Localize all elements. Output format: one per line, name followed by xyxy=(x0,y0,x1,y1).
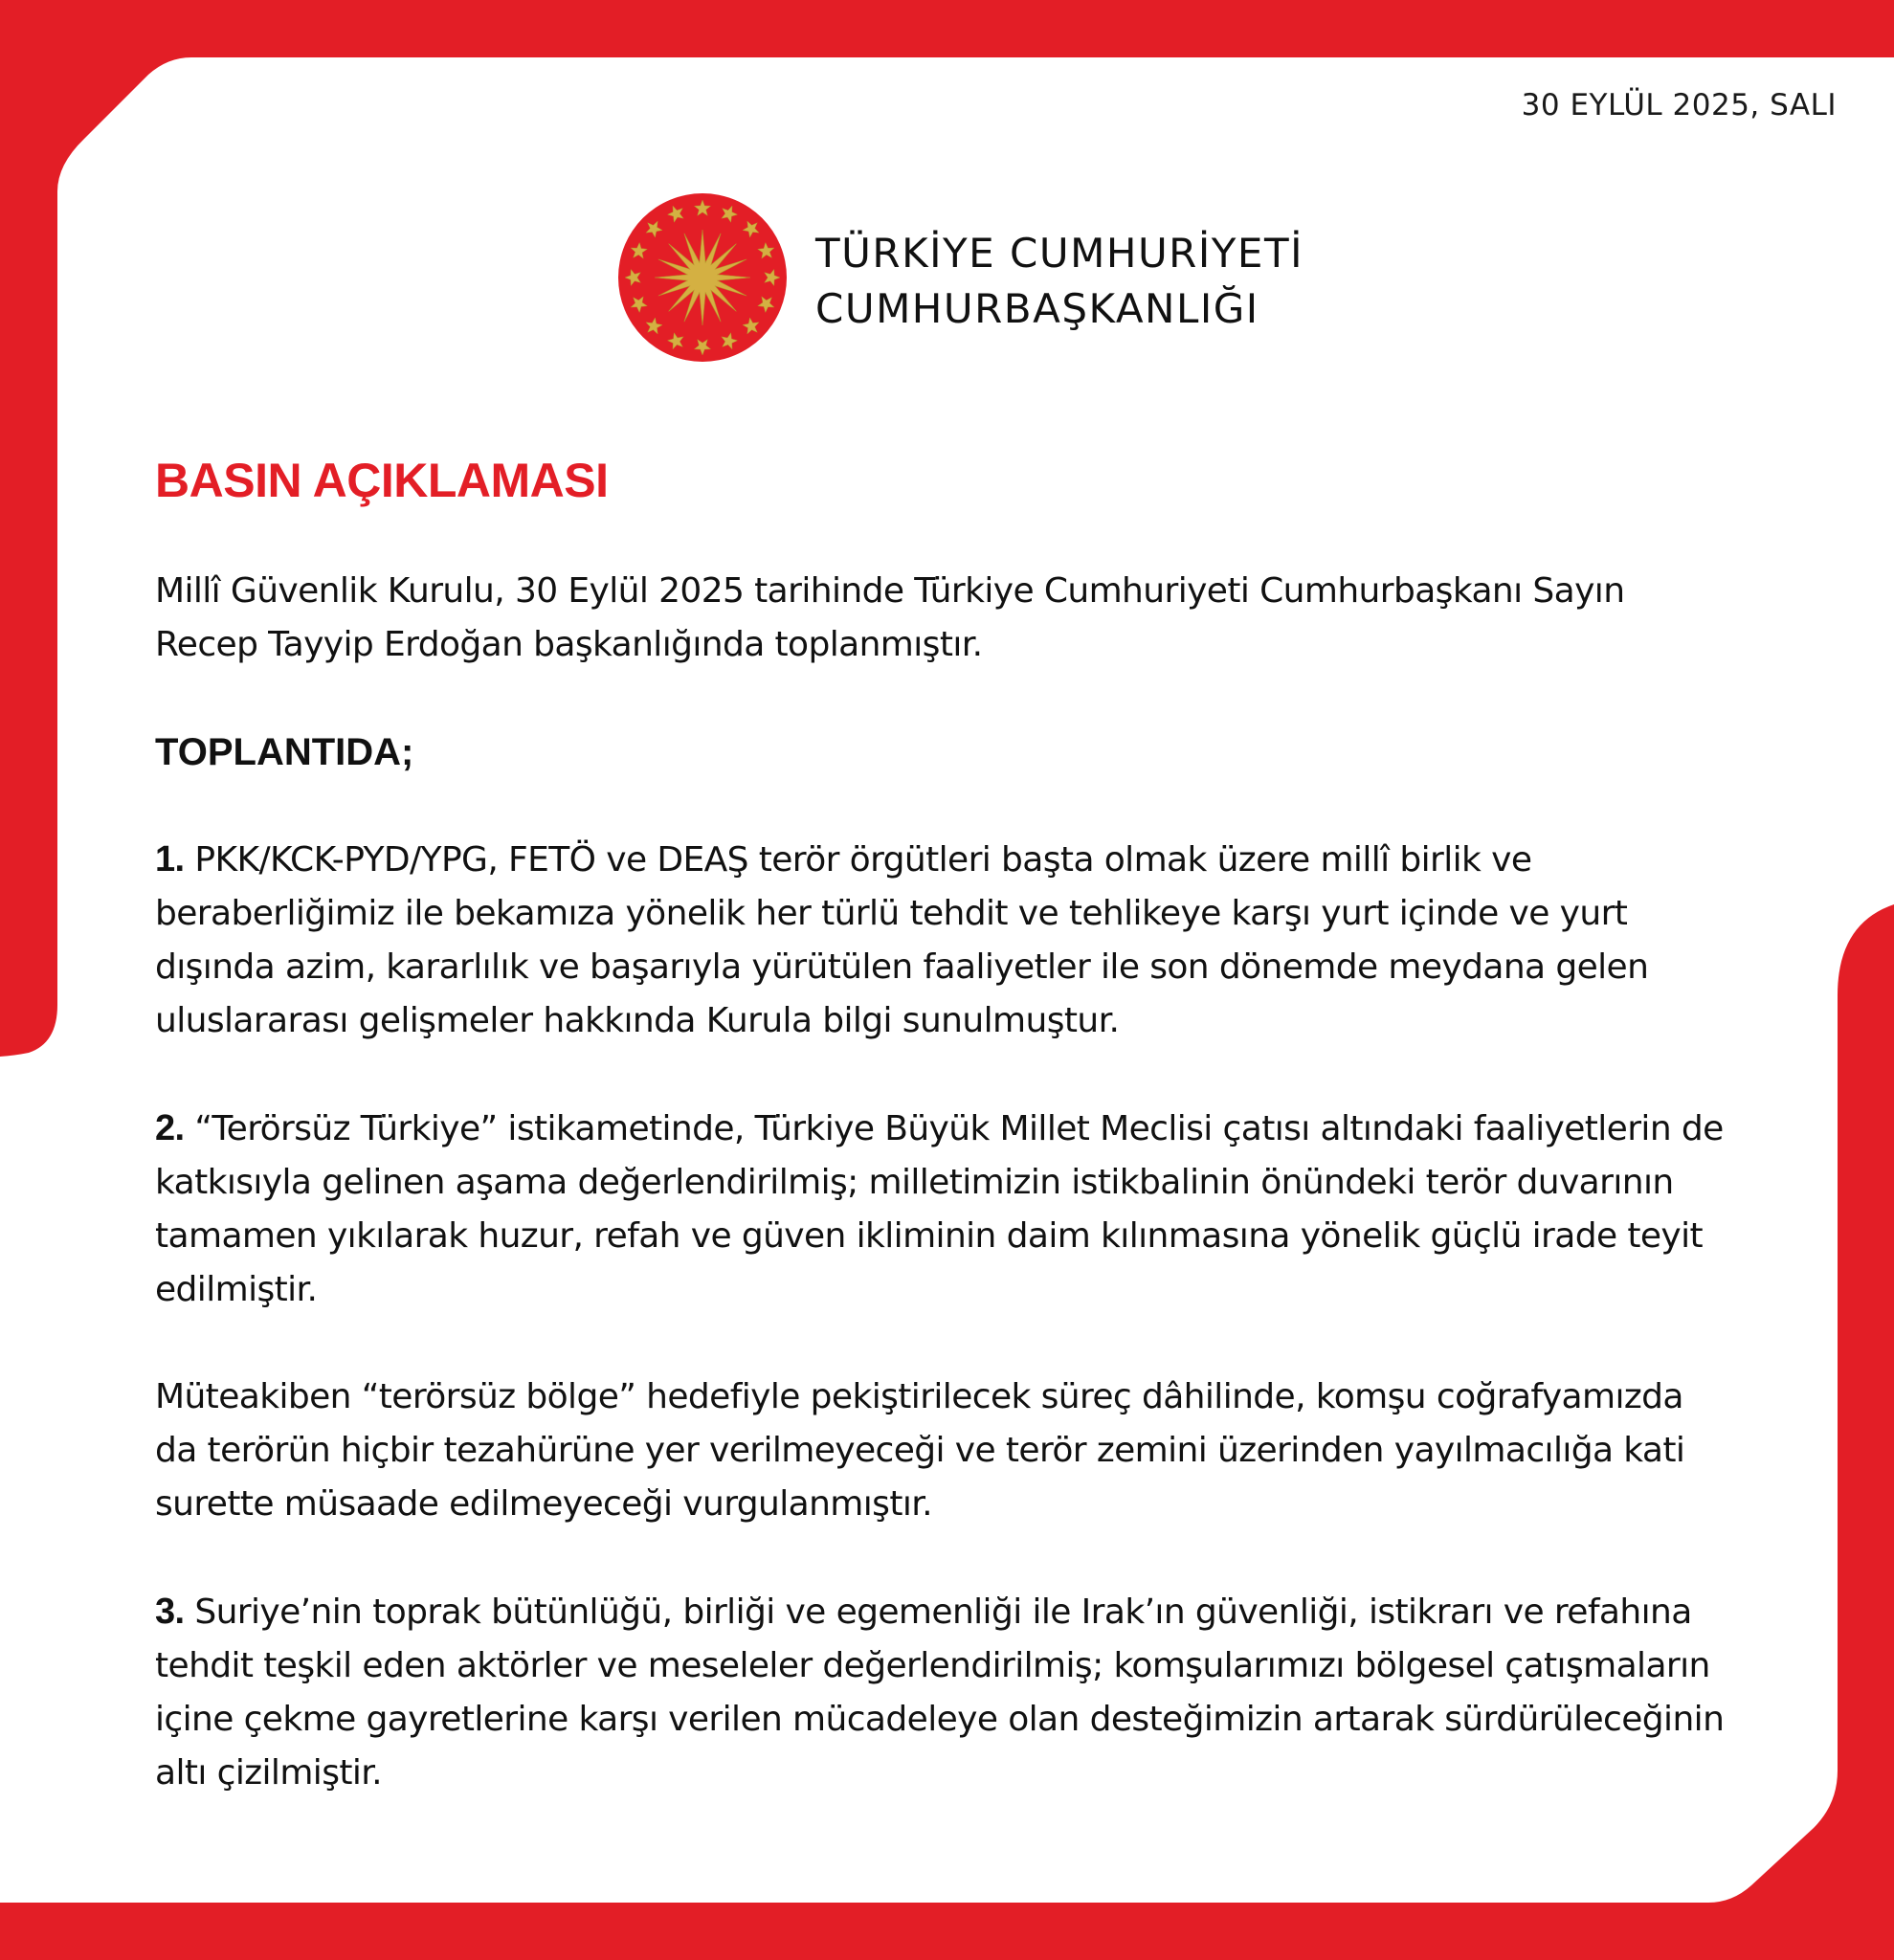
date-label: 30 EYLÜL 2025, SALI xyxy=(1521,88,1837,122)
item-text: “Terörsüz Türkiye” istikametinde, Türkiye Büyük Millet Meclisi çatısı altındaki faaliyetlerin de katkısıyla gelinen aşama değerlendirilmiş; milletimizin istikbalinin önündeki terör duvarının tamamen yıkılarak huzur, refah ve güven ikliminin daim kılınmasına yönelik güçlü irade teyit edilmiştir. xyxy=(155,1109,1724,1309)
item-2 xyxy=(155,1102,1725,1317)
item-text: Müteakiben “terörsüz bölge” hedefiyle pekiştirilecek süreç dâhilinde, komşu coğrafyamızda da terörün hiçbir tezahürüne yer verilmeyeceği ve terör zemini üzerinden yayılmacılığa kati surette müsaade edilmeyeceği vurgulanmıştır. xyxy=(155,1377,1685,1524)
press-release-body xyxy=(155,450,1725,1854)
item-2-continuation xyxy=(155,1370,1725,1531)
item-text: Suriye’nin toprak bütünlüğü, birliği ve egemenliği ile Irak’ın güvenliği, istikrarı ve refahına tehdit teşkil eden aktörler ve meseleler değerlendirilmiş; komşularımızı bölgesel çatışmaların içine çekme gayretlerine karşı verilen mücadeleye olan desteğimizin artarak sürdürüleceğinin altı çizilmiştir. xyxy=(155,1592,1725,1793)
section-heading: TOPLANTIDA; xyxy=(155,731,414,773)
sun-icon xyxy=(655,230,750,325)
intro-paragraph: Millî Güvenlik Kurulu, 30 Eylül 2025 tarihinde Türkiye Cumhuriyeti Cumhurbaşkanı Sayın Recep Tayyip Erdoğan başkanlığında toplanmıştır. xyxy=(155,571,1625,664)
document-title: BASIN AÇIKLAMASI xyxy=(155,454,609,507)
org-line-1: TÜRKİYE CUMHURİYETİ xyxy=(815,230,1304,277)
item-text: PKK/KCK-PYD/YPG, FETÖ ve DEAŞ terör örgütleri başta olmak üzere millî birlik ve beraberliğimiz ile bekamıza yönelik her türlü tehdit ve tehlikeye karşı yurt içinde ve yurt dışında azim, kararlılık ve başarıyla yürütülen faaliyetler ile son dönemde meydana gelen uluslararası gelişmeler hakkında Kurula bilgi sunulmuştur. xyxy=(155,840,1649,1040)
item-number: 1. xyxy=(155,839,185,880)
org-line-2: CUMHURBAŞKANLIĞI xyxy=(815,285,1259,332)
item-number: 3. xyxy=(155,1592,185,1632)
item-number: 2. xyxy=(155,1108,185,1148)
presidential-seal-icon xyxy=(616,191,789,364)
organization-name xyxy=(815,226,1304,337)
item-1 xyxy=(155,833,1725,1048)
item-3 xyxy=(155,1585,1725,1800)
